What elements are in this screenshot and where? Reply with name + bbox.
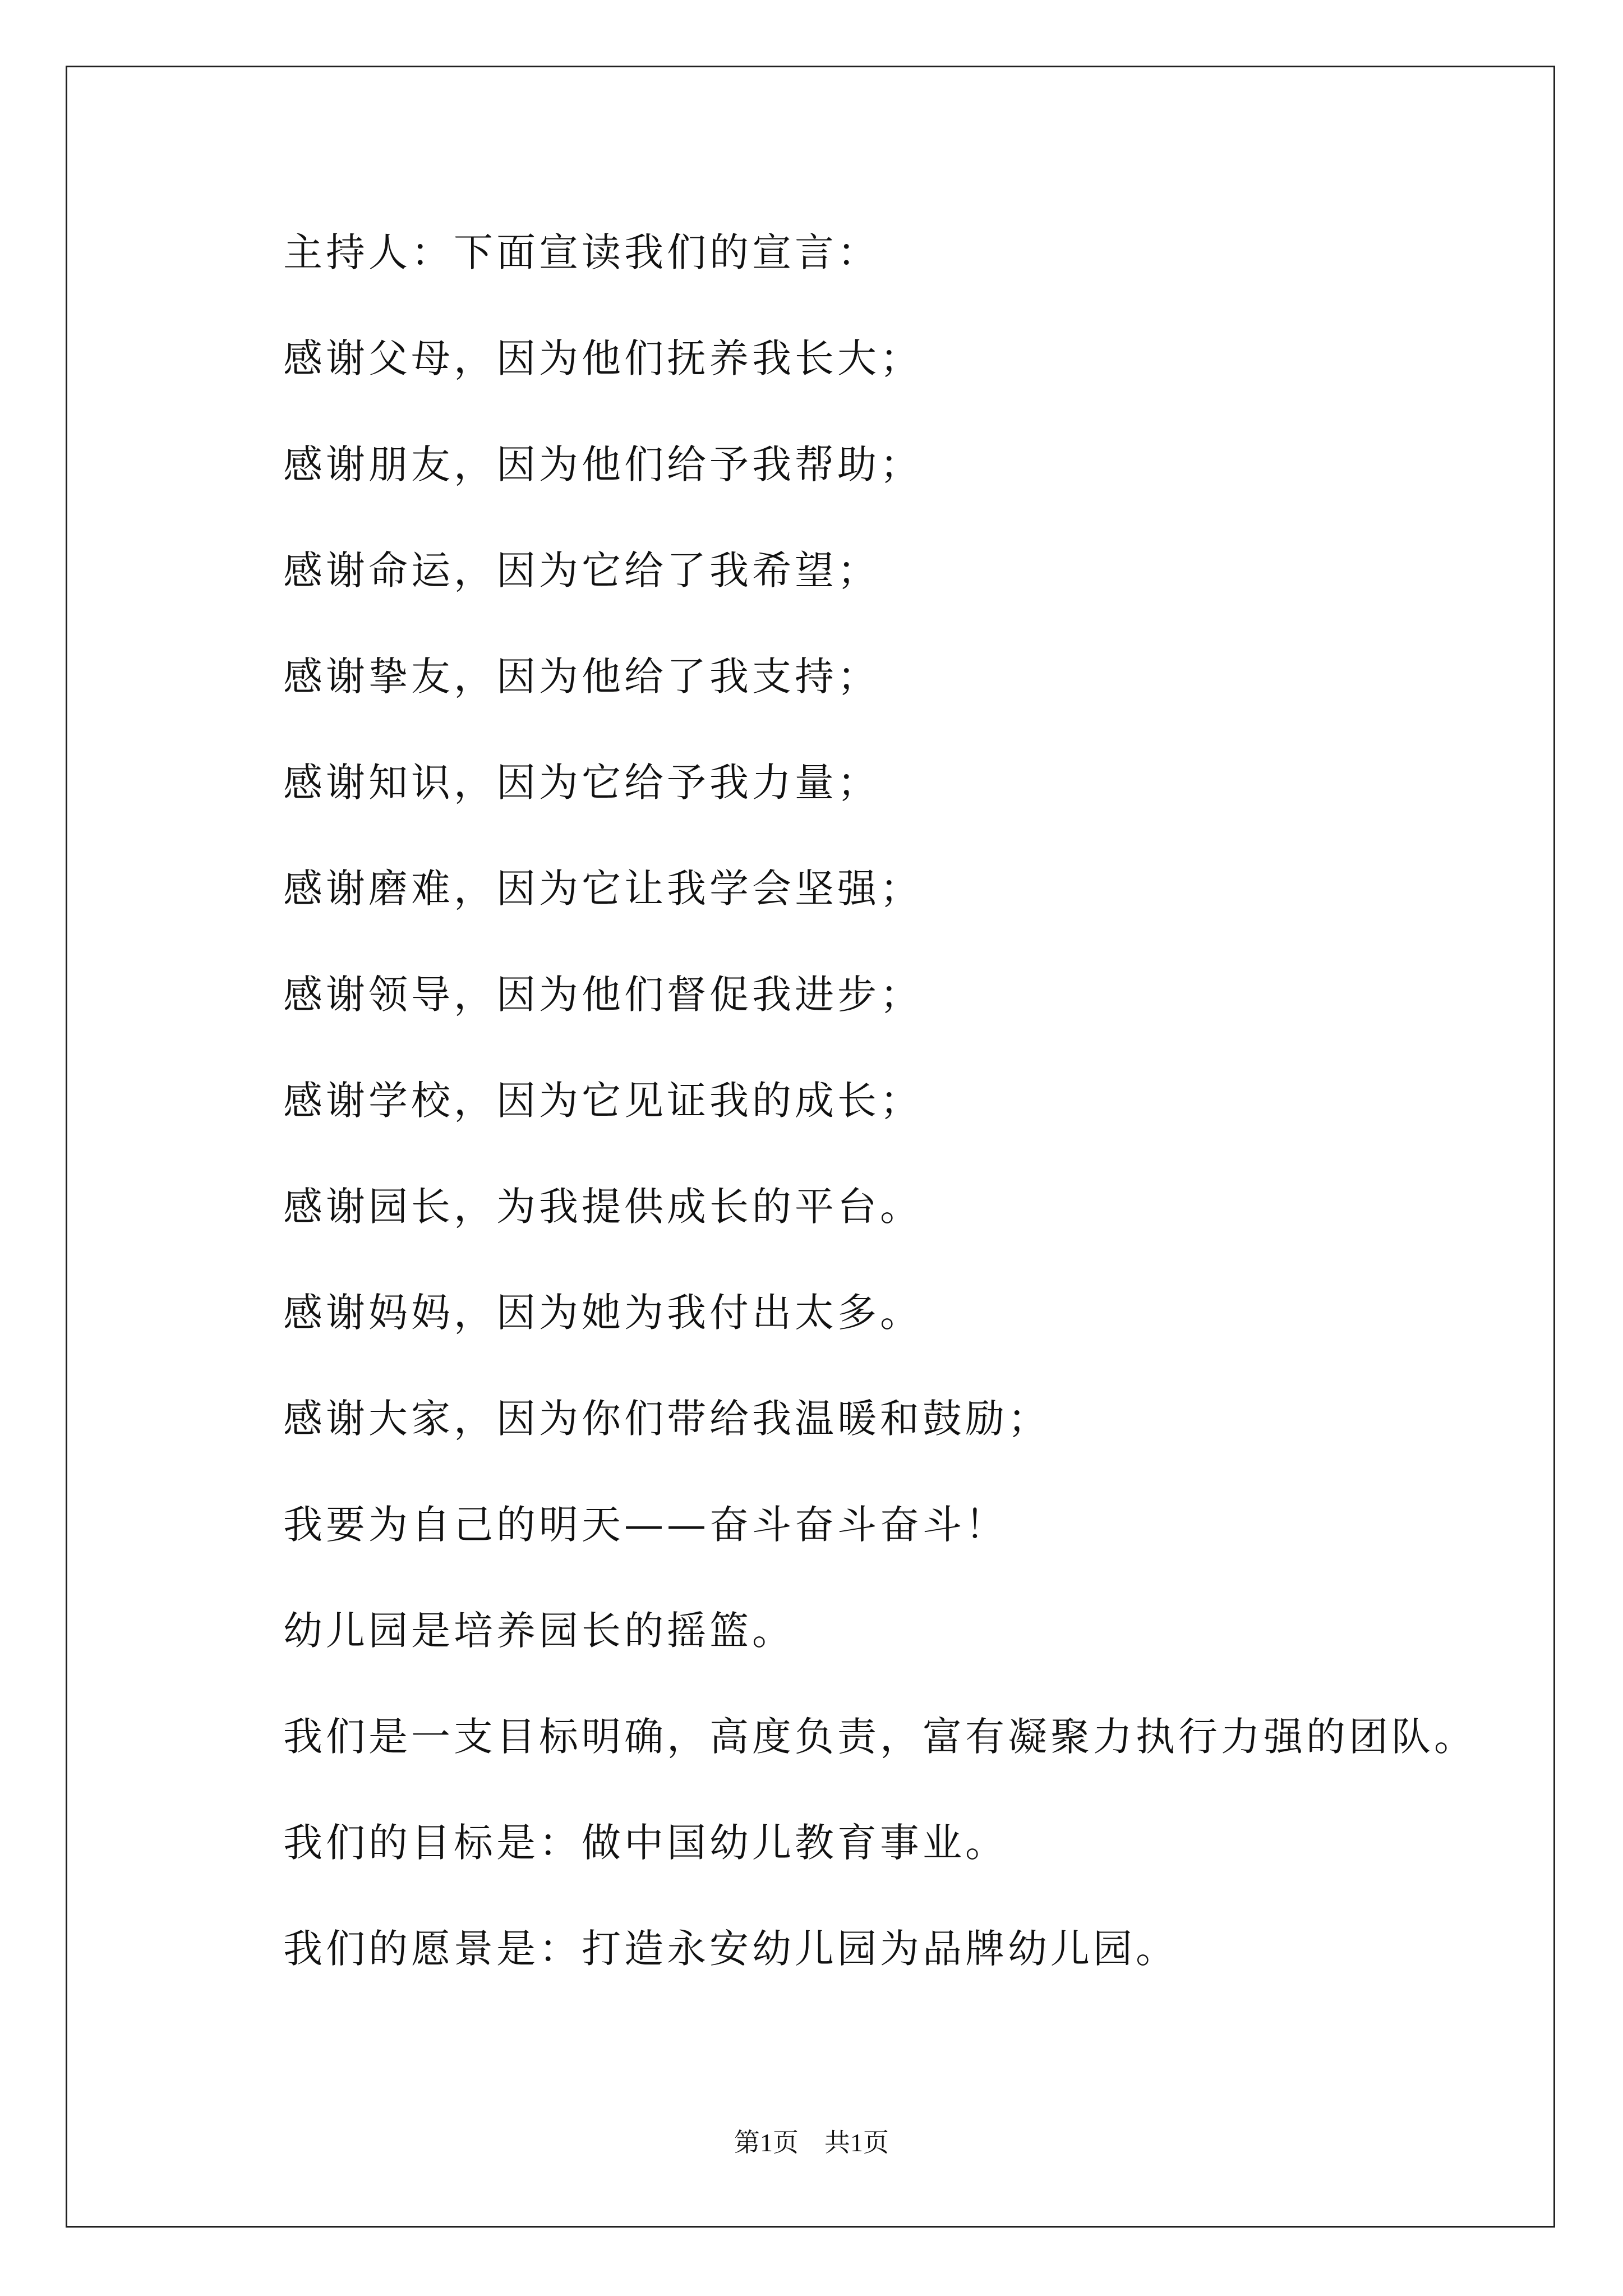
text-line: 感谢父母，因为他们抚养我长大； [283, 335, 923, 381]
text-line: 我们的愿景是：打造永安幼儿园为品牌幼儿园。 [283, 1926, 1178, 1972]
text-line: 感谢知识，因为它给予我力量； [283, 760, 880, 806]
text-line: 幼儿园是培养园长的摇篮。 [283, 1608, 795, 1654]
text-line: 感谢朋友，因为他们给予我帮助； [283, 441, 923, 487]
text-line: 感谢妈妈，因为她为我付出太多。 [283, 1290, 923, 1336]
text-line: 感谢挚友，因为他给了我支持； [283, 654, 880, 700]
page-total: 共1页 [824, 2128, 889, 2157]
page-footer [0, 2126, 1623, 2160]
text-line: 感谢磨难，因为它让我学会坚强； [283, 866, 923, 912]
text-line: 我要为自己的明天——奋斗奋斗奋斗！ [283, 1502, 1008, 1548]
text-line: 我们的目标是：做中国幼儿教育事业。 [283, 1820, 1008, 1866]
text-line: 感谢命运，因为它给了我希望； [283, 547, 880, 593]
text-line: 感谢领导，因为他们督促我进步； [283, 972, 923, 1018]
text-line: 我们是一支目标明确，高度负责，富有凝聚力执行力强的团队。 [283, 1714, 1477, 1760]
page-number: 第1页 [734, 2128, 799, 2157]
text-line: 感谢学校，因为它见证我的成长； [283, 1078, 923, 1124]
text-line: 感谢大家，因为你们带给我温暖和鼓励； [283, 1396, 1050, 1442]
document-body [283, 219, 1517, 2021]
text-line: 感谢园长，为我提供成长的平台。 [283, 1184, 923, 1230]
text-line: 主持人：下面宣读我们的宣言： [283, 229, 880, 275]
